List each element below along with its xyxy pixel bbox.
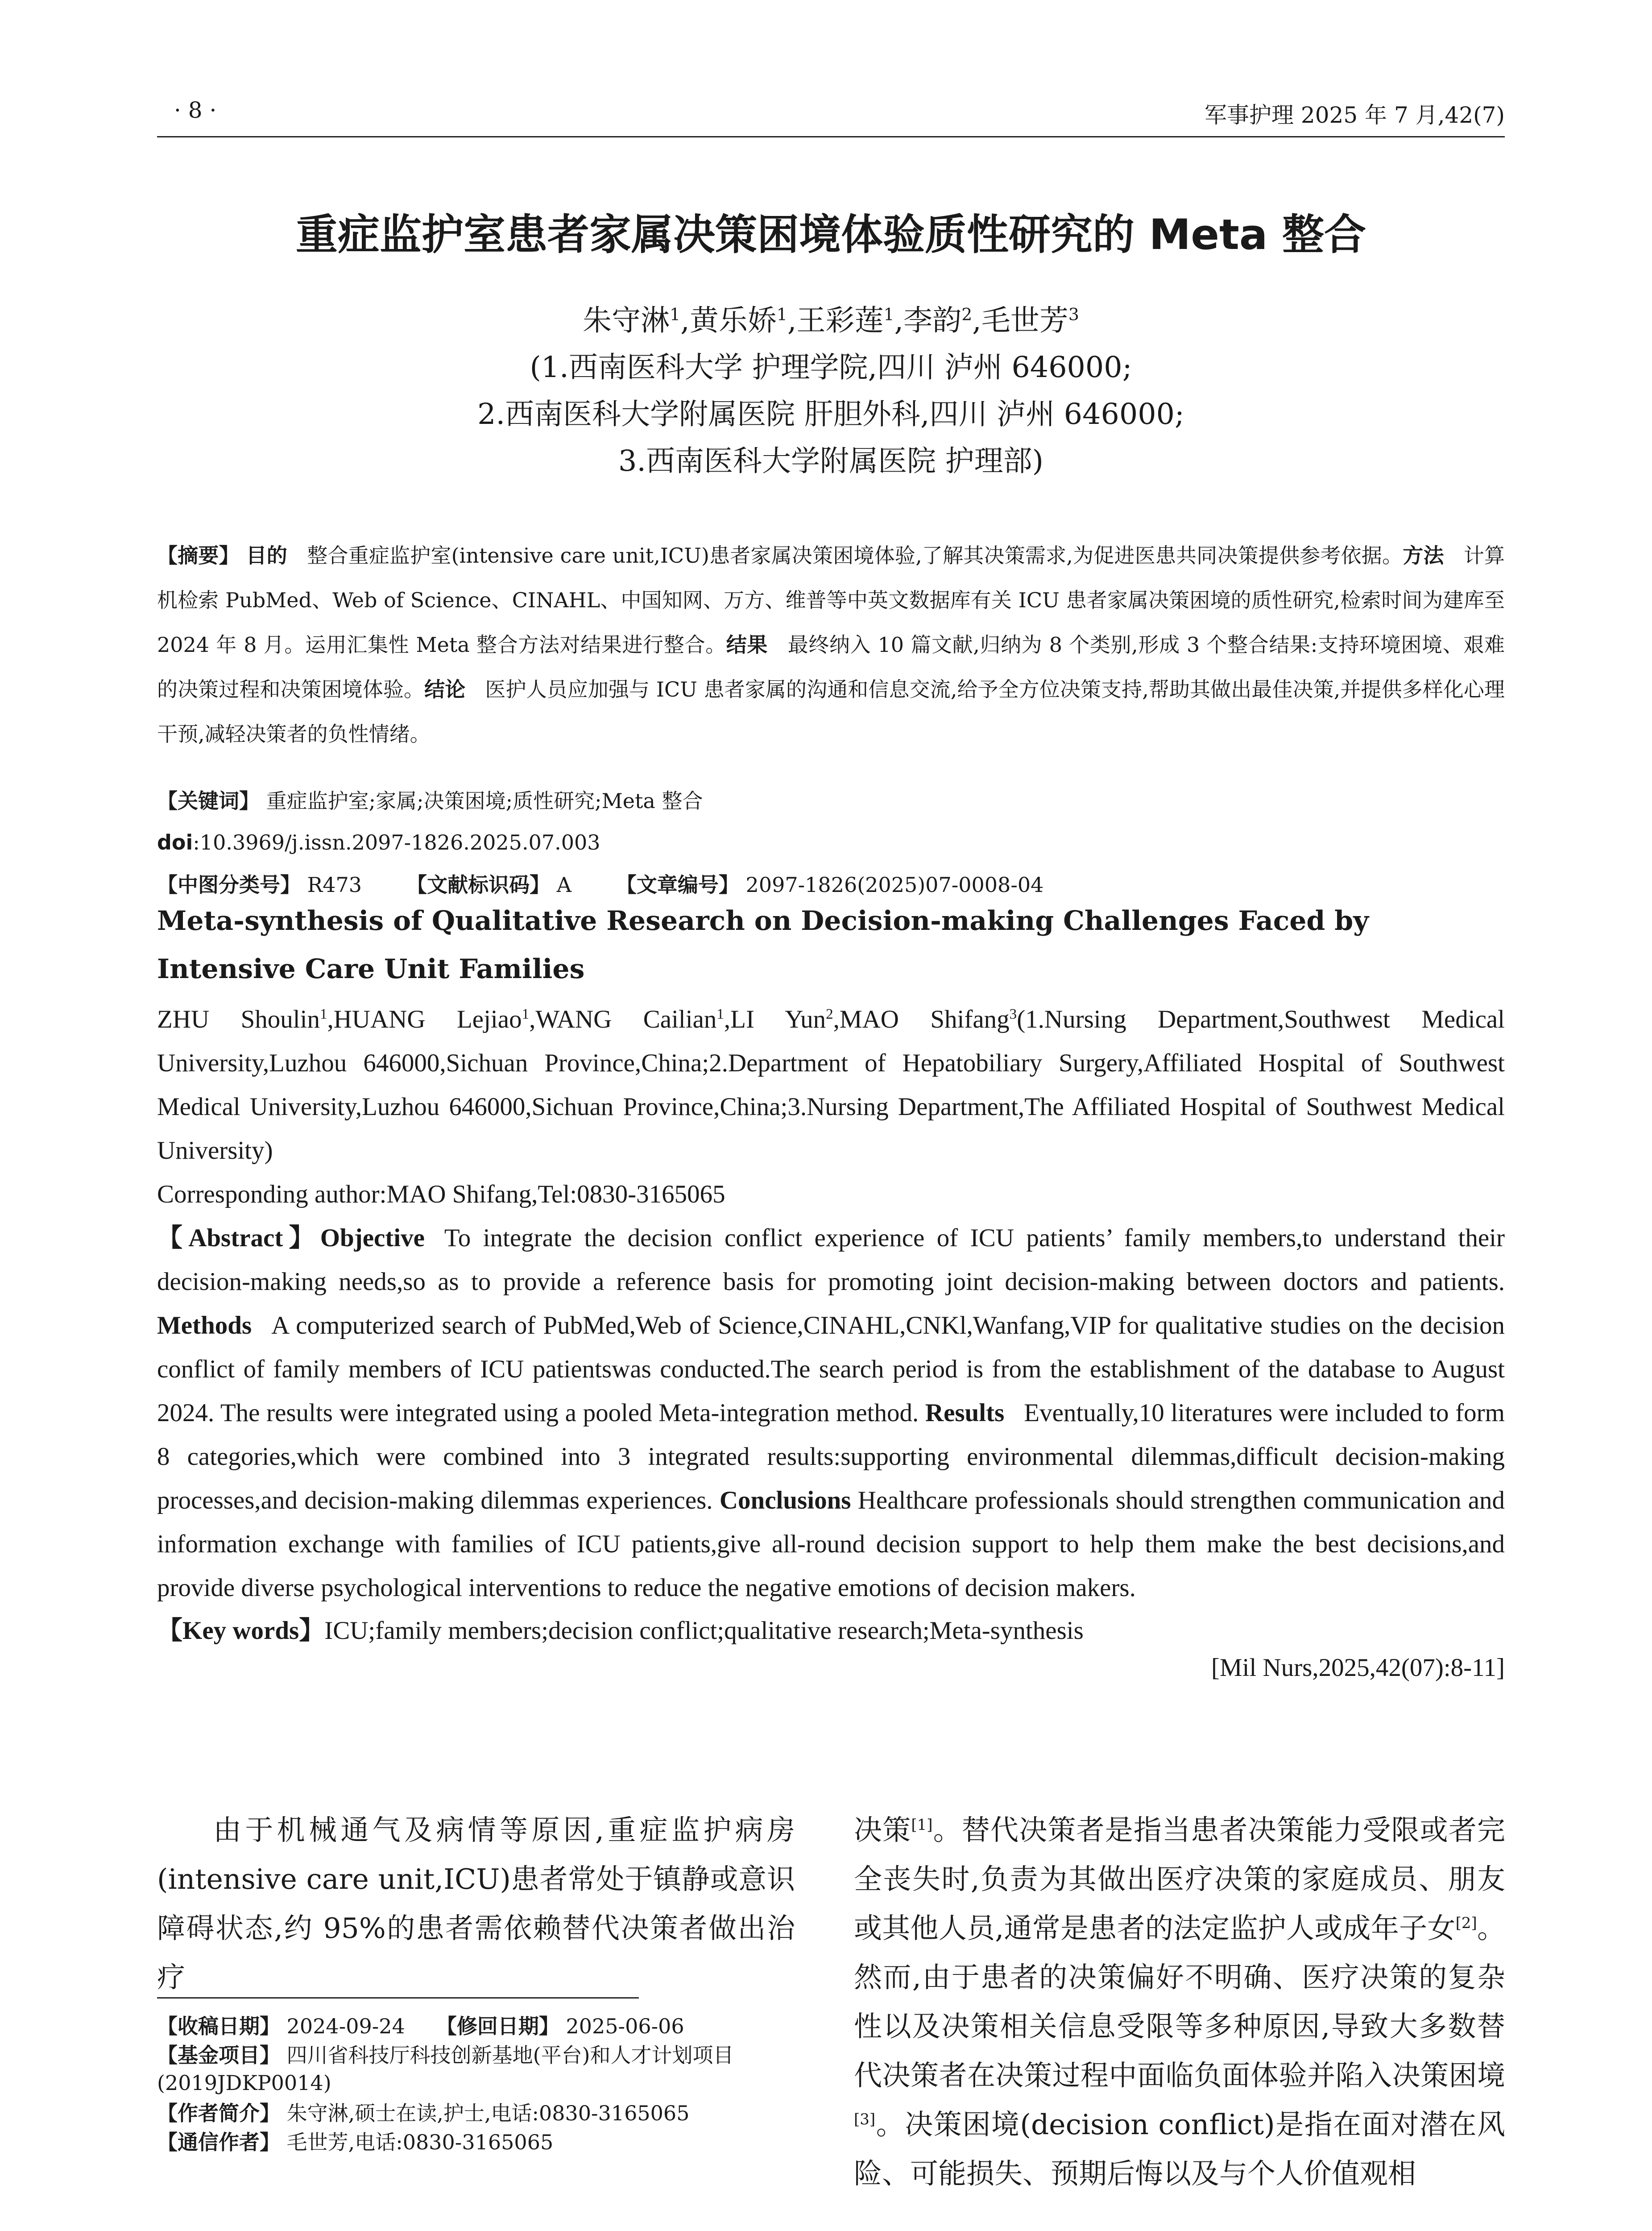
affiliation-cn: 3.西南医科大学附属医院 护理部) [618, 444, 1044, 478]
clc-value: R473 [307, 873, 362, 897]
corr-label: 【通信作者】 [157, 2130, 280, 2154]
citation-ref[interactable]: [3] [854, 2111, 876, 2128]
footnote-corresponding [157, 2128, 795, 2156]
body-text: 决策 [854, 1814, 911, 1846]
methods-en-label: Methods [157, 1311, 252, 1339]
author-name: 李韵 [903, 304, 962, 337]
author-name: 黄乐娇 [689, 304, 777, 337]
conclusion-text: 医护人员应加强与 ICU 患者家属的沟通和信息交流,给予全方位决策支持,帮助其做出最佳决策,并提供多样化心理干预,减轻决策者的负性情绪。 [157, 677, 1505, 746]
page-number: · 8 · [174, 97, 217, 123]
conclusion-label: 结论 [424, 677, 466, 701]
doc-code-value: A [556, 873, 571, 897]
body-left-column: 由于机械通气及病情等原因,重症监护病房(intensive care unit,ICU)患者常处于镇静或意识障碍状态,约 95%的患者需依赖替代决策者做出治疗 [157, 1814, 795, 1994]
article-no-value: 2097-1826(2025)07-0008-04 [745, 873, 1044, 897]
received-label: 【收稿日期】 [157, 2014, 280, 2038]
methods-text: 计算机检索 PubMed、Web of Science、CINAHL、中国知网、万方、维普等中英文数据库有关 ICU 患者家属决策困境的质性研究,检索时间为建库至 2024 年 8 月。运用汇集性 Meta 整合方法对结果进行整合。 [157, 543, 1505, 657]
abstract-cn [157, 533, 1505, 756]
body-right-column [854, 1806, 1505, 2198]
author-aff: 1 [522, 1006, 530, 1022]
results-en-label: Results [925, 1399, 1005, 1427]
author-name: 朱守淋 [583, 304, 670, 337]
doc-code-label: 【文献标识码】 [406, 873, 551, 897]
author-aff: 1 [883, 304, 894, 324]
methods-en-text: A computerized search of PubMed,Web of Science,CINAHL,CNKl,Wanfang,VIP for qualitative studies on the decision conflict of family members of ICU patientswas conducted.The search period is from the establishment of the database to August 2024. The results were integrated using a pooled Meta-integration method. [157, 1311, 1505, 1427]
body-text: 。然而,由于患者的决策偏好不明确、医疗决策的复杂性以及决策相关信息受限等多种原因,导致大多数替代决策者在决策过程中面临负面体验并陷入决策困境 [854, 1912, 1506, 2092]
author-aff: 1 [716, 1006, 724, 1022]
corr-text: 毛世芳,电话:0830-3165065 [286, 2130, 554, 2154]
author-aff: 2 [826, 1006, 833, 1022]
author-name: WANG Cailian [535, 1005, 717, 1033]
footnote-author [157, 2099, 795, 2127]
affiliation-cn: (1.西南医科大学 护理学院,四川 泸州 646000; [530, 351, 1132, 384]
fund-label: 【基金项目】 [157, 2043, 280, 2067]
citation-ref[interactable]: [2] [1455, 1914, 1477, 1932]
objective-en-text: To integrate the decision conflict experience of ICU patients’ family members,to understand their decision-making needs,so as to provide a reference basis for promoting joint decision-making between doctors and patients. [157, 1224, 1505, 1296]
author-aff: 2 [961, 304, 973, 324]
corresponding-author: Corresponding author:MAO Shifang,Tel:0830-3165065 [157, 1180, 725, 1208]
abstract-en [157, 1216, 1505, 1610]
keywords-en [157, 1609, 1505, 1653]
conclusions-en-label: Conclusions [719, 1486, 851, 1514]
english-title: Meta-synthesis of Qualitative Research on Decision-making Challenges Faced by Intensive Care Unit Families [157, 905, 1369, 985]
doi-value[interactable]: :10.3969/j.issn.2097-1826.2025.07.003 [193, 830, 600, 854]
revised-date: 2025-06-06 [566, 2014, 684, 2038]
author-name: HUANG Lejiao [333, 1005, 522, 1033]
author-name: 毛世芳 [981, 304, 1068, 337]
abstract-en-label: 【Abstract】 [157, 1224, 320, 1252]
conclusions-en-text: Healthcare professionals should strengthen communication and information exchange with families of ICU patients,give all-round decision support to help them make the best decisions,and provide diverse psychological interventions to reduce the negative emotions of decision makers. [157, 1486, 1505, 1602]
results-text: 最终纳入 10 篇文献,归纳为 8 个类别,形成 3 个整合结果:支持环境困境、艰难的决策过程和决策困境体验。 [157, 633, 1505, 701]
revised-label: 【修回日期】 [436, 2014, 559, 2038]
author-bio-text: 朱守淋,硕士在读,护士,电话:0830-3165065 [286, 2101, 690, 2125]
header-rule [157, 136, 1505, 137]
objective-en-label: Objective [320, 1224, 425, 1252]
author-aff: 1 [319, 1006, 327, 1022]
keywords-en-label: 【Key words】 [157, 1617, 325, 1645]
results-label: 结果 [726, 633, 768, 657]
english-affiliations: (1.Nursing Department,Southwest Medical University,Luzhou 646000,Sichuan Province,China;2.Department of Hepatobiliary Surgery,Affiliated Hospital of Southwest Medical University,Luzhou 646000,Sichuan Province,China;3.Nursing Department,The Affiliated Hospital of Southwest Medical University) [157, 1005, 1505, 1165]
body-text: 。决策困境(decision conflict)是指在面对潜在风险、可能损失、预期后悔以及与个人价值观相 [854, 2108, 1505, 2190]
keywords-text: 重症监护室;家属;决策困境;质性研究;Meta 整合 [266, 789, 703, 813]
body-text: 。替代决策者是指当患者决策能力受限或者完全丧失时,负责为其做出医疗决策的家庭成员、朋友或其他人员,通常是患者的法定监护人或成年子女 [854, 1814, 1506, 1945]
author-bio-label: 【作者简介】 [157, 2101, 280, 2125]
affiliation-cn: 2.西南医科大学附属医院 肝胆外科,四川 泸州 646000; [477, 398, 1184, 431]
objective-label: 目的 [246, 543, 288, 568]
results-en-text: Eventually,10 literatures were included to form 8 categories,which were combined into 3 integrated results:supporting environmental dilemmas,difficult decision-making processes,and decision-making dilemmas experiences. [157, 1399, 1505, 1514]
keywords-label: 【关键词】 [157, 789, 260, 813]
footnote-rule [157, 1997, 639, 1999]
received-date: 2024-09-24 [286, 2014, 405, 2038]
author-aff: 3 [1009, 1006, 1017, 1022]
doi-line [157, 820, 1505, 865]
doi-label: doi [157, 830, 193, 854]
citation-ref[interactable]: [1] [911, 1816, 933, 1834]
article-no-label: 【文章编号】 [616, 873, 739, 897]
running-head: 军事护理 2025 年 7 月,42(7) [1205, 102, 1505, 128]
paper-title: 重症监护室患者家属决策困境体验质性研究的 Meta 整合 [295, 211, 1366, 259]
keywords-en-text: ICU;family members;decision conflict;qualitative research;Meta-synthesis [324, 1617, 1084, 1645]
fund-text: 四川省科技厅科技创新基地(平台)和人才计划项目(2019JDKP0014) [157, 2043, 734, 2095]
methods-label: 方法 [1403, 543, 1444, 568]
author-aff: 1 [776, 304, 787, 324]
author-aff: 3 [1068, 304, 1079, 324]
footnote-dates [157, 2012, 795, 2040]
english-authors: ZHU Shoulin$^1$,HUANG Lejiao$^1$,WANG Cailian$^1$,LI Yun$^2$,MAO Shifang$^3$(1.Nursing Department,Southwest Medical University,Luzhou 646000,Sichuan Province,China;2.Department of Hepatobiliary Surgery,Affiliated Hospital of Southwest Medical University,Luzhou 646000,Sichuan Province,China;3.Nursing Department,The Affiliated Hospital of Southwest Medical University) [157, 1005, 1505, 1165]
author-aff: 1 [670, 304, 681, 324]
footnote-fund [157, 2041, 795, 2097]
citation: [Mil Nurs,2025,42(07):8-11] [1211, 1654, 1505, 1682]
author-name: LI Yun [730, 1005, 826, 1033]
abstract-label: 【摘要】 [157, 543, 240, 568]
objective-text: 整合重症监护室(intensive care unit,ICU)患者家属决策困境体验,了解其决策需求,为促进医患共同决策提供参考依据。 [307, 543, 1403, 568]
author-name: 王彩莲 [796, 304, 884, 337]
author-list-cn: 朱守淋$^1$,黄乐娇$^1$,王彩莲$^1$,李韵$^2$,毛世芳$^3$ [583, 304, 1079, 337]
clc-label: 【中图分类号】 [157, 873, 301, 897]
author-name: MAO Shifang [839, 1005, 1010, 1033]
author-name: ZHU Shoulin [157, 1005, 320, 1033]
keywords-cn [157, 779, 1505, 823]
